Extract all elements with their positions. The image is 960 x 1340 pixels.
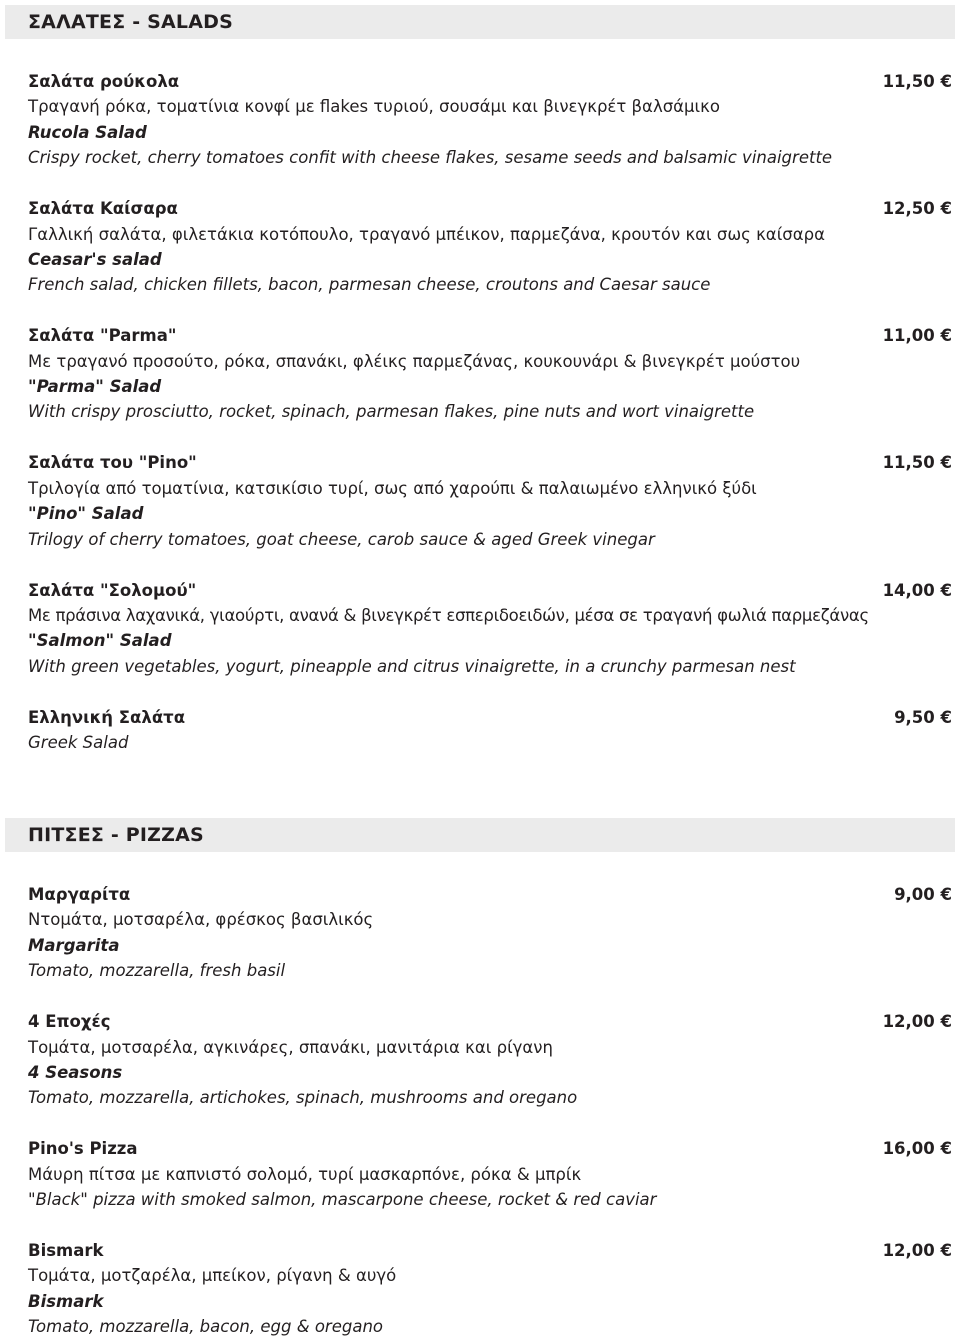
item-english-name: "Parma" Salad xyxy=(28,377,162,397)
item-price: 9,50 € xyxy=(894,707,952,727)
pizzas-section xyxy=(0,818,960,1340)
item-greek-name: Σαλάτα "Parma" xyxy=(28,326,177,346)
item-greek-name: Pino's Pizza xyxy=(28,1139,138,1159)
item-greek-description: Ντομάτα, μοτσαρέλα, φρέσκος βασιλικός xyxy=(28,910,374,930)
menu-item-rucola-salad xyxy=(28,69,952,171)
item-greek-name: Σαλάτα του "Pino" xyxy=(28,453,197,473)
item-price: 11,50 € xyxy=(882,453,952,473)
item-english-description: Tomato, mozzarella, bacon, egg & oregano xyxy=(28,1317,383,1337)
menu-item-pino-salad xyxy=(28,450,952,552)
item-english-name: Margarita xyxy=(28,935,120,955)
item-greek-description: Τομάτα, μοτζαρέλα, μπείκον, ρίγανη & αυγό xyxy=(28,1266,397,1286)
item-english-description: Tomato, mozzarella, fresh basil xyxy=(28,961,286,981)
item-greek-name: Σαλάτα "Σολομού" xyxy=(28,580,197,600)
item-english-description: Trilogy of cherry tomatoes, goat cheese, carob sauce & aged Greek vinegar xyxy=(28,529,655,549)
item-english-description: With green vegetables, yogurt, pineapple and citrus vinaigrette, in a crunchy parmesan nest xyxy=(28,656,796,676)
item-english-description: Tomato, mozzarella, artichokes, spinach, mushrooms and oregano xyxy=(28,1088,578,1108)
item-price: 9,00 € xyxy=(894,885,952,904)
item-english-description: With crispy prosciutto, rocket, spinach, parmesan flakes, pine nuts and wort vinaigrette xyxy=(28,402,755,422)
item-price: 11,00 € xyxy=(882,326,952,346)
menu-item-greek-salad xyxy=(28,705,952,756)
item-greek-description: Τριλογία από τοματίνια, κατσικίσιο τυρί, σως από χαρούπι & παλαιωμένο ελληνικό ξύδι xyxy=(28,478,757,498)
item-greek-name: Σαλάτα Καίσαρα xyxy=(28,199,178,219)
pizzas-list xyxy=(0,882,960,1340)
item-price: 12,00 € xyxy=(882,1012,952,1032)
item-price: 12,50 € xyxy=(882,199,952,219)
menu-item-caesar-salad xyxy=(28,196,952,298)
menu-item-pinos-pizza xyxy=(28,1136,952,1212)
section-title: ΠΙΤΣΕΣ - PIZZAS xyxy=(28,824,204,846)
item-greek-name: 4 Εποχές xyxy=(28,1012,111,1032)
item-english-description: Crispy rocket, cherry tomatoes confit with cheese flakes, sesame seeds and balsamic vinaigrette xyxy=(28,148,833,168)
menu-item-parma-salad xyxy=(28,323,952,425)
menu-item-bismark xyxy=(28,1238,952,1340)
item-greek-description: Μάυρη πίτσα με καπνιστό σολομό, τυρί μασκαρπόνε, ρόκα & μπρίκ xyxy=(28,1164,582,1184)
item-english-description: French salad, chicken fillets, bacon, parmesan cheese, croutons and Caesar sauce xyxy=(28,275,711,295)
item-price: 11,50 € xyxy=(882,72,952,91)
item-greek-description: Με πράσινα λαχανικά, γιαούρτι, ανανά & βινεγκρέτ εσπεριδοειδών, μέσα σε τραγανή φωλιά παρμεζάνας xyxy=(28,606,869,626)
item-english-name: Rucola Salad xyxy=(28,122,147,142)
item-greek-name: Σαλάτα ρούκολα xyxy=(28,72,180,91)
item-greek-description: Τομάτα, μοτσαρέλα, αγκινάρες, σπανάκι, μανιτάρια και ρίγανη xyxy=(28,1037,553,1057)
salads-header xyxy=(5,5,955,39)
item-english-name: Ceasar's salad xyxy=(28,249,162,269)
menu-item-margarita xyxy=(28,882,952,984)
item-english-name: "Salmon" Salad xyxy=(28,631,172,651)
item-greek-name: Μαργαρίτα xyxy=(28,885,131,904)
item-price: 16,00 € xyxy=(882,1139,952,1159)
menu-item-salmon-salad xyxy=(28,578,952,680)
item-english-name: "Pino" Salad xyxy=(28,504,144,524)
item-english-name: 4 Seasons xyxy=(28,1062,123,1082)
item-price: 14,00 € xyxy=(882,580,952,600)
item-greek-description: Με τραγανό προσούτο, ρόκα, σπανάκι, φλέικς παρμεζάνας, κουκουνάρι & βινεγκρέτ μούστου xyxy=(28,351,801,371)
menu-item-4-seasons xyxy=(28,1009,952,1111)
item-price: 12,00 € xyxy=(882,1241,952,1261)
item-english-name: Bismark xyxy=(28,1291,104,1311)
item-greek-name: Ελληνική Σαλάτα xyxy=(28,707,186,727)
item-english-description: "Black" pizza with smoked salmon, mascarpone cheese, rocket & red caviar xyxy=(28,1190,657,1210)
section-title: ΣΑΛΑΤΕΣ - SALADS xyxy=(28,11,233,33)
salads-section xyxy=(0,5,960,781)
pizzas-header xyxy=(5,818,955,852)
salads-list xyxy=(0,69,960,756)
item-greek-description: Τραγανή ρόκα, τοματίνια κονφί με flakes τυριού, σουσάμι και βινεγκρέτ βαλσάμικο xyxy=(28,97,720,117)
item-greek-name: Bismark xyxy=(28,1241,104,1261)
item-greek-description: Γαλλική σαλάτα, φιλετάκια κοτόπουλο, τραγανό μπέικον, παρμεζάνα, κρουτόν και σως καίσαρα xyxy=(28,224,825,244)
item-english-description: Greek Salad xyxy=(28,733,129,753)
